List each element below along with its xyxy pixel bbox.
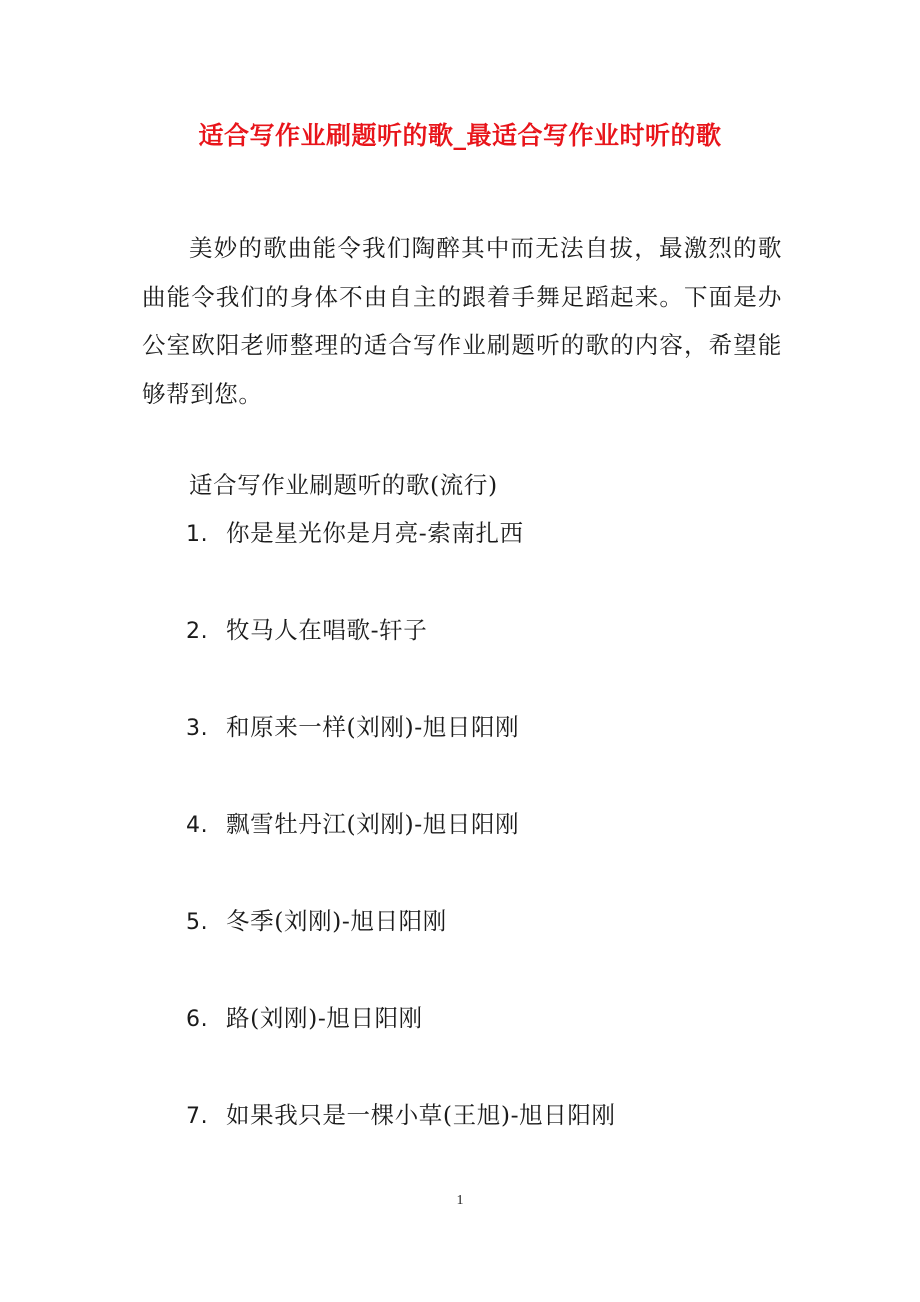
list-item-number: 3. — [186, 716, 209, 741]
list-item-number: 5. — [186, 910, 209, 935]
list-item-text: 和原来一样(刘刚)-旭日阳刚 — [226, 713, 520, 741]
list-item — [186, 804, 616, 901]
list-item — [186, 513, 616, 610]
list-item-text: 飘雪牡丹江(刘刚)-旭日阳刚 — [226, 810, 520, 838]
intro-paragraph: 美妙的歌曲能令我们陶醉其中而无法自拔，最激烈的歌曲能令我们的身体不由自主的跟着手舞足蹈起来。下面是办公室欧阳老师整理的适合写作业刷题听的歌的内容，希望能够帮到您。 — [142, 234, 782, 408]
list-item-number: 2. — [186, 619, 209, 644]
list-item-number: 1. — [186, 522, 209, 547]
list-item-text: 你是星光你是月亮-索南扎西 — [226, 519, 524, 547]
list-item — [186, 1095, 616, 1192]
list-item-number: 4. — [186, 813, 209, 838]
list-item-text: 路(刘刚)-旭日阳刚 — [226, 1004, 423, 1032]
list-item-text: 牧马人在唱歌-轩子 — [226, 616, 428, 644]
list-item-text: 冬季(刘刚)-旭日阳刚 — [226, 907, 447, 935]
list-item — [186, 707, 616, 804]
list-item-number: 6. — [186, 1007, 209, 1032]
list-item-text: 如果我只是一棵小草(王旭)-旭日阳刚 — [226, 1101, 616, 1129]
list-item — [186, 901, 616, 998]
page-number: 1 — [456, 1193, 464, 1208]
list-item-number: 7. — [186, 1104, 209, 1129]
list-item — [186, 998, 616, 1095]
section-heading: 适合写作业刷题听的歌(流行) — [189, 471, 498, 499]
document-title: 适合写作业刷题听的歌_最适合写作业时听的歌 — [198, 121, 722, 150]
song-list — [186, 513, 616, 1192]
list-item — [186, 610, 616, 707]
